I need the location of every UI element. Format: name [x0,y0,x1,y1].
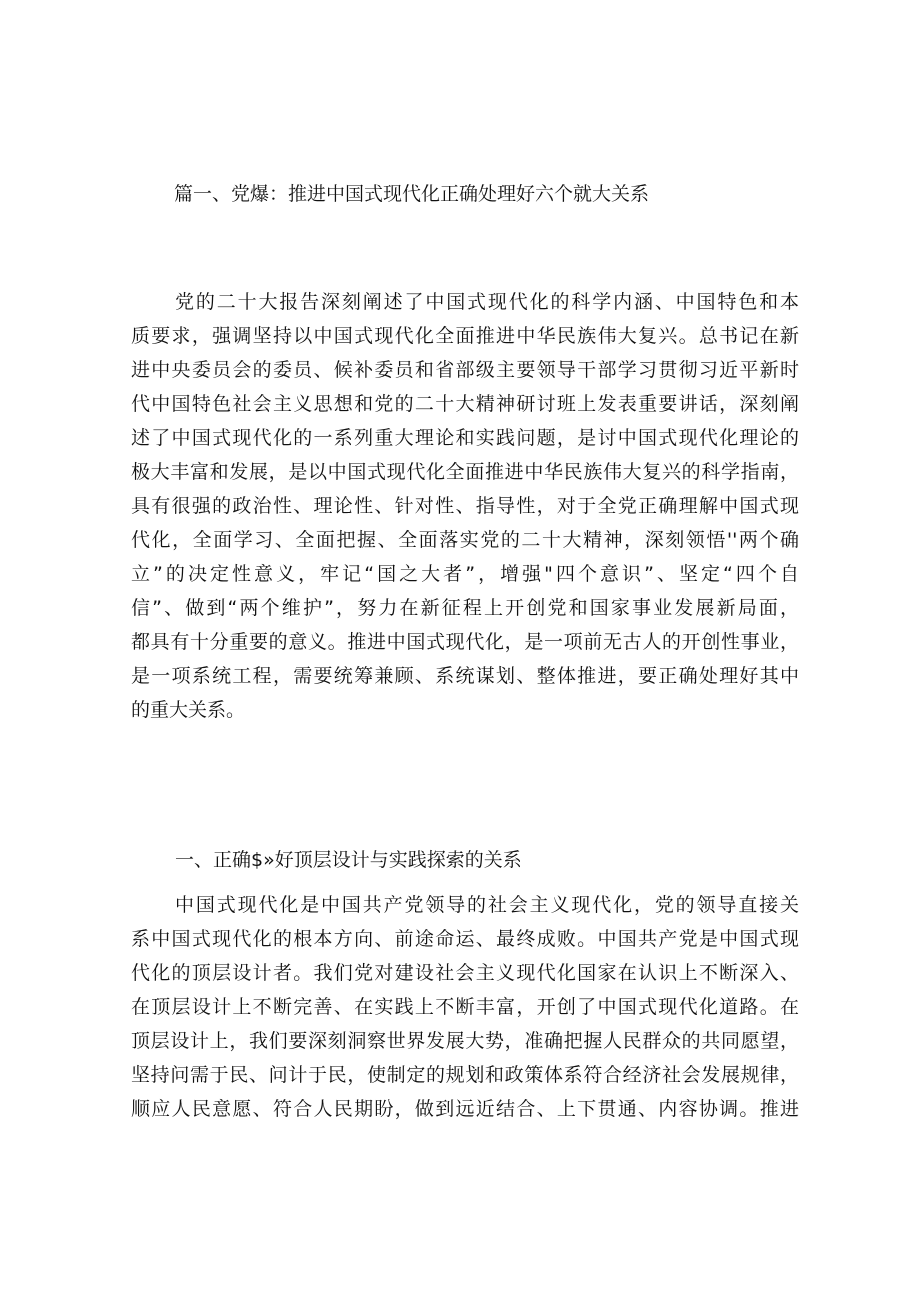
paragraph-line: 中国式现代化是中国共产党领导的社会主义现代化，党的领导直接关 [175,894,799,916]
paragraph-line: 代化的顶层设计者。我们党对建设社会主义现代化国家在认识上不断深入、 [131,962,799,984]
document-title: 篇一、党爆：推进中国式现代化正确处理好六个就大关系 [174,183,650,205]
paragraph-line: 的重大关系。 [131,699,246,721]
paragraph-line: 立”的决定性意义，牢记“国之大者”，增强"四个意识”、坚定“四个自 [131,563,799,585]
paragraph-line: 都具有十分重要的意义。推进中国式现代化，是一项前无古人的开创性事业， [131,631,799,653]
paragraph-line: 代化，全面学习、全面把握、全面落实党的二十大精神，深刻领悟''两个确 [131,529,799,551]
paragraph-line: 质要求，强调坚持以中国式现代化全面推进中华民族伟大复兴。总书记在新 [131,325,799,347]
paragraph-line: 具有很强的政治性、理论性、针对性、指导性，对于全党正确理解中国式现 [131,495,799,517]
paragraph-line: 顺应人民意愿、符合人民期盼，做到远近结合、上下贯通、内容协调。推进 [131,1098,799,1120]
section-1-heading: 一、正确$»好顶层设计与实践探索的关系 [175,849,522,871]
paragraph-line: 坚持问需于民、问计于民，使制定的规划和政策体系符合经济社会发展规律， [131,1064,799,1086]
paragraph-line: 信”、做到“两个维护”，努力在新征程上开创党和国家事业发展新局面， [131,597,799,619]
paragraph-line: 述了中国式现代化的一系列重大理论和实践问题，是讨中国式现代化理论的 [131,427,799,449]
paragraph-line: 系中国式现代化的根本方向、前途命运、最终成败。中国共产党是中国式现 [131,928,799,950]
paragraph-2 [131,888,799,1126]
paragraph-line: 代中国特色社会主义思想和党的二十大精神研讨班上发表重要讲话，深刻阐 [131,393,799,415]
paragraph-line: 极大丰富和发展，是以中国式现代化全面推进中华民族伟大复兴的科学指南， [131,461,799,483]
paragraph-line: 顶层设计上，我们要深刻洞察世界发展大势，准确把握人民群众的共同愿望， [131,1030,799,1052]
paragraph-line: 在顶层设计上不断完善、在实践上不断丰富，开创了中国式现代化道路。在 [131,996,799,1018]
paragraph-line: 是一项系统工程，需要统筹兼顾、系统谋划、整体推进，要正确处理好其中 [131,665,799,687]
paragraph-1 [131,285,799,727]
paragraph-line: 进中央委员会的委员、候补委员和省部级主要领导干部学习贯彻习近平新时 [131,359,799,381]
section-1-heading-block [131,843,799,877]
paragraph-line: 党的二十大报告深刻阐述了中国式现代化的科学内涵、中国特色和本 [175,291,799,313]
